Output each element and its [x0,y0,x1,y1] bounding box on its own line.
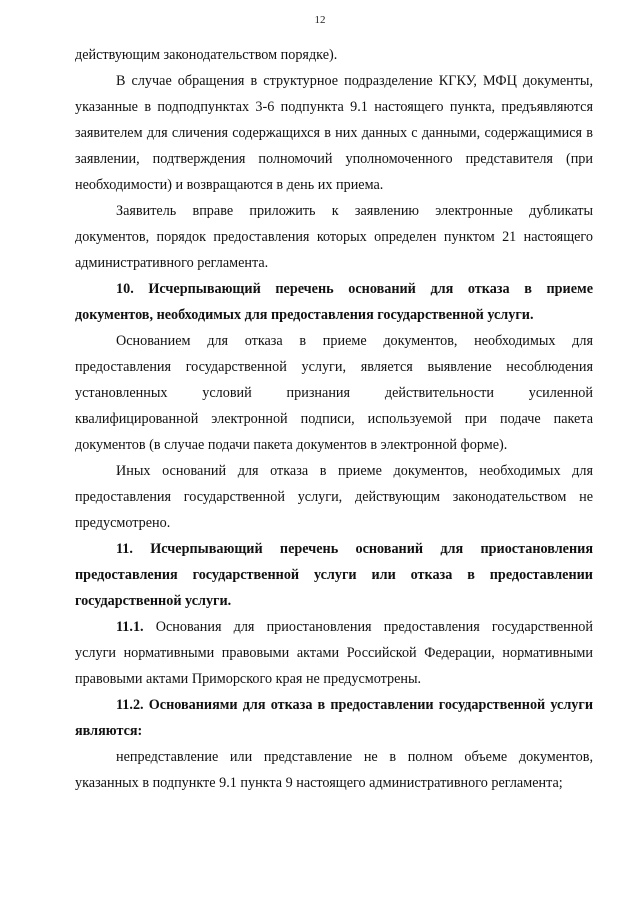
paragraph-11-1 [75,614,593,692]
paragraph-document-submission: В случае обращения в структурное подразделение КГКУ, МФЦ документы, указанные в подподпунктах 3-6 подпункта 9.1 настоящего пункта, предъявляются заявителем для сличения содержащихся в них данных с данными, содержащимися в заявлении, подтверждения полномочий уполномоченного представителя (при необходимости) и возвращаются в день их приема. [75,73,593,193]
paragraph-11-1-number: 11.1. [116,619,144,635]
paragraph-non-submission: непредставление или представление не в полном объеме документов, указанных в подпункте 9.1 пункта 9 настоящего административного регламента; [75,749,593,791]
section-heading-10-text: 10. Исчерпывающий перечень оснований для отказа в приеме документов, необходимых для предоставления государственной услуги. [75,281,593,323]
paragraph-no-other-grounds: Иных оснований для отказа в приеме документов, необходимых для предоставления государственной услуги, действующим законодательством не предусмотрено. [75,463,593,531]
section-heading-11-text: 11. Исчерпывающий перечень оснований для приостановления предоставления государственной услуги или отказа в предоставлении государственной услуги. [75,541,593,609]
section-heading-11-2 [75,692,593,744]
section-heading-10 [75,276,593,328]
document-body [75,42,593,796]
section-heading-11 [75,536,593,614]
paragraph-continuation: действующим законодательством порядке). [75,47,338,63]
paragraph-electronic-duplicates: Заявитель вправе приложить к заявлению электронные дубликаты документов, порядок предоставления которых определен пунктом 21 настоящего административного регламента. [75,203,593,271]
section-heading-11-2-text: 11.2. Основаниями для отказа в предоставлении государственной услуги являются: [75,697,593,739]
paragraph-11-1-text: Основания для приостановления предоставления государственной услуги нормативными правовыми актами Российской Федерации, нормативными правовыми актами Приморского края не предусмотрены. [75,619,593,687]
paragraph-refusal-grounds: Основанием для отказа в приеме документов, необходимых для предоставления государственной услуги, является выявление несоблюдения установленных условий признания действительности усиленной квалифицированной электронной подписи, используемой при подаче пакета документов (в случае подачи пакета документов в электронной форме). [75,333,593,453]
page-number: 12 [314,14,326,26]
